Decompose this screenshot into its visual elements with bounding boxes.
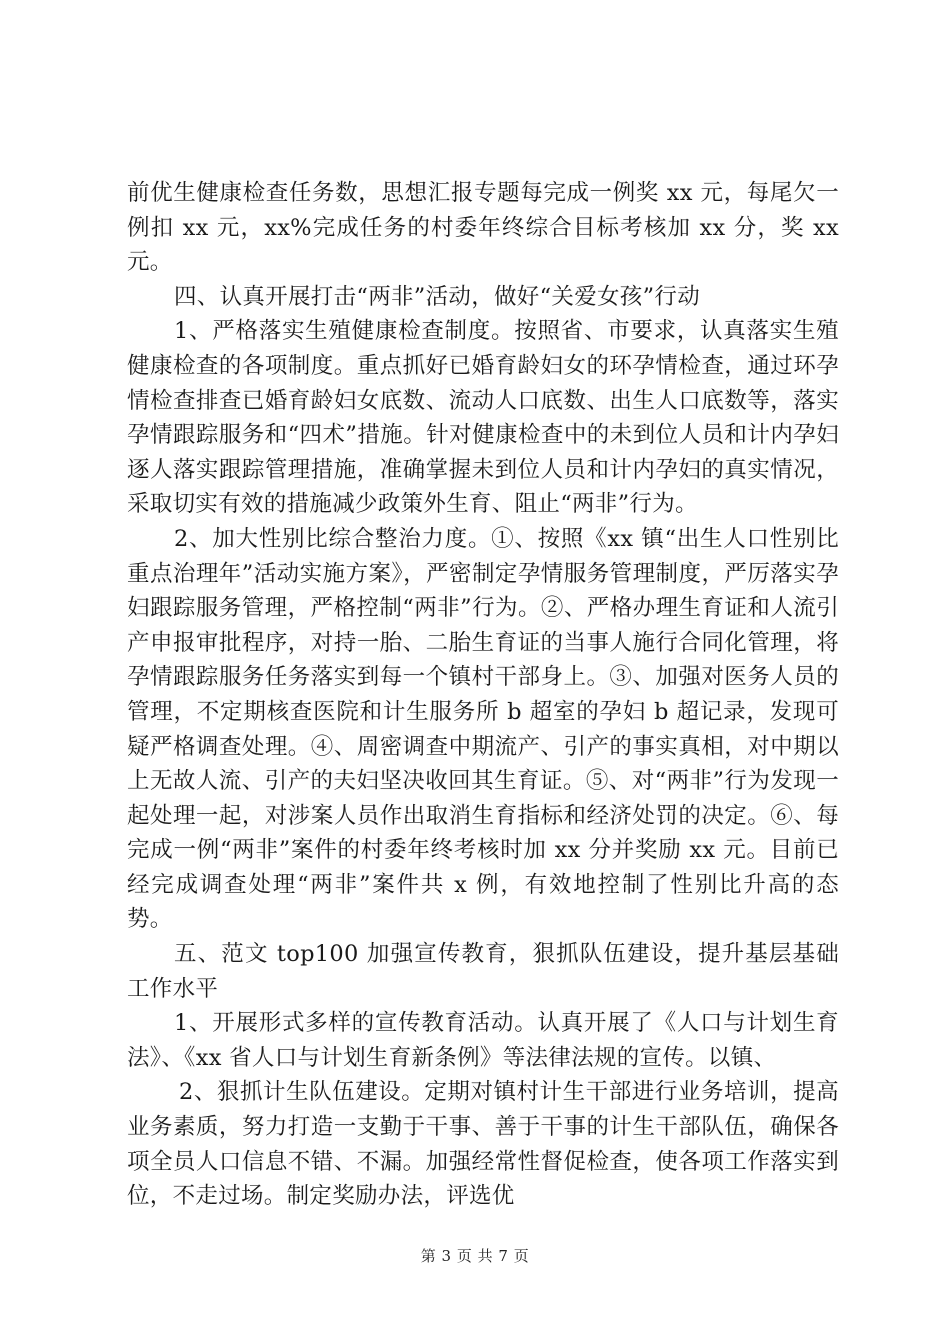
paragraph-continuation: 前优生健康检查任务数，思想汇报专题每完成一例奖 xx 元，每尾欠一例扣 xx 元，xx%完成任务的村委年终综合目标考核加 xx 分，奖 xx 元。 (127, 180, 839, 276)
paragraph-4-2: 2、加大性别比综合整治力度。①、按照《xx 镇“出生人口性别比重点治理年”活动实施方案》，严密制定孕情服务管理制度，严厉落实孕妇跟踪服务管理，严格控制“两非”行为。②、严格办理生育证和人流引产申报审批程序，对持一胎、二胎生育证的当事人施行合同化管理，将孕情跟踪服务任务落实到每一个镇村干部身上。③、加强对医务人员的管理，不定期核查医院和计生服务所 b 超室的孕妇 b 超记录，发现可疑严格调查处理。④、周密调查中期流产、引产的事实真相，对中期以上无故人流、引产的夫妇坚决收回其生育证。⑤、对“两非”行为发现一起处理一起，对涉案人员作出取消生育指标和经济处罚的决定。⑥、每完成一例“两非”案件的村委年终考核时加 xx 分并奖励 xx 元。目前已经完成调查处理“两非”案件共 x 例，有效地控制了性别比升高的态势。 (127, 525, 839, 933)
document-body (127, 176, 839, 1214)
page-number-footer: 第 3 页 共 7 页 (420, 1247, 530, 1265)
section-heading-five: 五、范文 top100 加强宣传教育，狠抓队伍建设，提升基层基础工作水平 (127, 941, 839, 1002)
section-heading-four: 四、认真开展打击“两非”活动，做好“关爱女孩”行动 (174, 283, 701, 310)
paragraph-5-1: 1、开展形式多样的宣传教育活动。认真开展了《人口与计划生育法》、《xx 省人口与计划生育新条例》等法律法规的宣传。以镇、 (127, 1010, 839, 1071)
paragraph-5-2: 2、狠抓计生队伍建设。定期对镇村计生干部进行业务培训，提高业务素质，努力打造一支勤于干事、善于干事的计生干部队伍，确保各项全员人口信息不错、不漏。加强经常性督促检查，使各项工作落实到位，不走过场。制定奖励办法，评选优 (127, 1079, 839, 1210)
paragraph-4-1: 1、严格落实生殖健康检查制度。按照省、市要求，认真落实生殖健康检查的各项制度。重点抓好已婚育龄妇女的环孕情检查，通过环孕情检查排查已婚育龄妇女底数、流动人口底数、出生人口底数等，落实孕情跟踪服务和“四术”措施。针对健康检查中的未到位人员和计内孕妇逐人落实跟踪管理措施，准确掌握未到位人员和计内孕妇的真实情况，采取切实有效的措施减少政策外生育、阻止“两非”行为。 (127, 318, 839, 518)
